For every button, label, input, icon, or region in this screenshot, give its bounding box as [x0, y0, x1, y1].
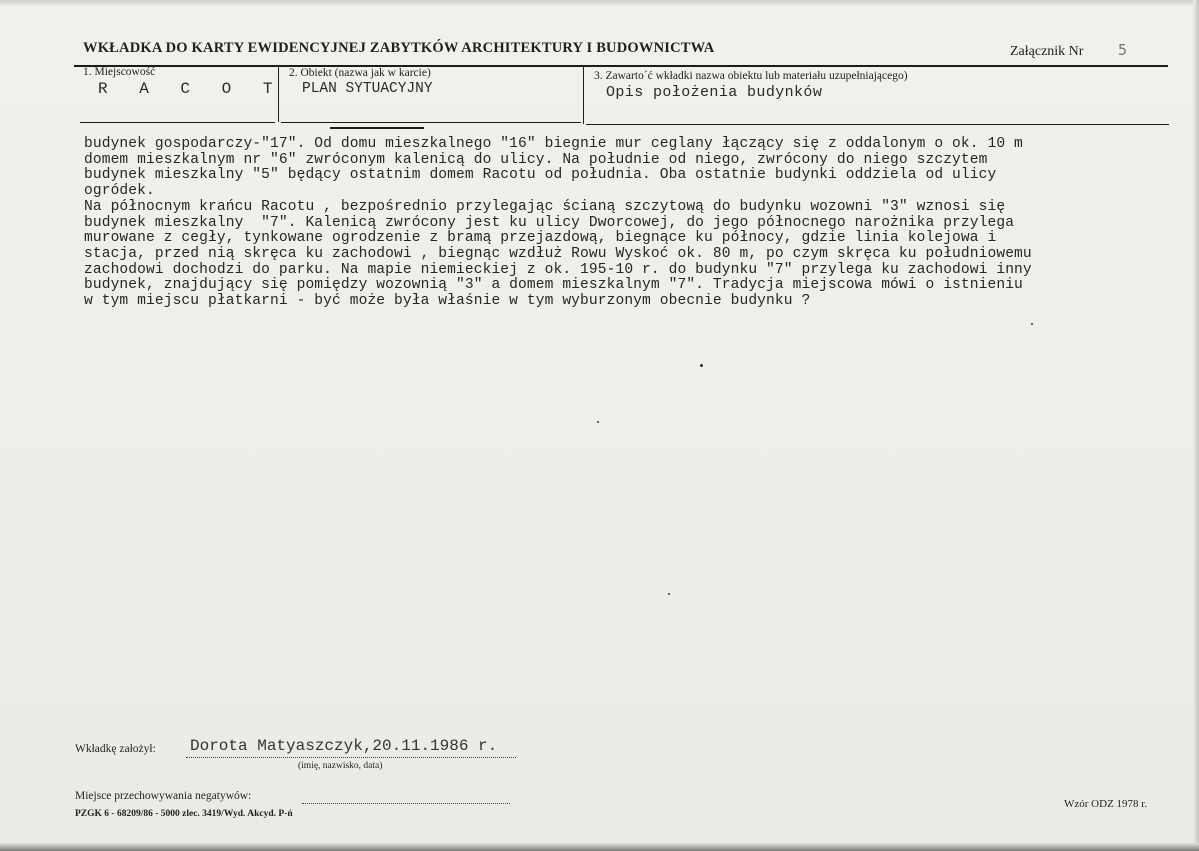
scan-speck — [668, 593, 670, 595]
field-1-value: R A C O T — [98, 80, 284, 98]
scan-speck — [1031, 323, 1033, 325]
print-code: PZGK 6 - 68209/86 - 5000 zlec. 3419/Wyd. Akcyd. P-ń — [75, 809, 293, 819]
field-2-label: 2. Obiekt (nazwa jak w karcie) — [289, 67, 431, 79]
header-rule-top — [74, 65, 1168, 67]
body-line: Na północnym krańcu Racotu , bezpośrednio przylegając ścianą szczytową do budynku wozowni "3" wznosi się — [84, 198, 1006, 215]
scan-speck — [597, 421, 599, 423]
form-model: Wzór ODZ 1978 r. — [1064, 798, 1148, 810]
header-rule-mark — [330, 127, 424, 129]
body-line: murowane z cegły, tynkowane ogrodzenie z bramą przejazdową, biegnące ku północy, gdzie linia kolejowa i — [84, 230, 997, 247]
founder-value: Dorota Matyaszczyk,20.11.1986 r. — [190, 737, 498, 755]
body-line: budynek mieszkalny "7". Kalenicą zwrócony jest ku ulicy Dworcowej, do jego północnego narożnika przylega — [84, 214, 1015, 231]
founder-hint: (imię, nazwisko, data) — [298, 761, 383, 771]
scan-edge-right — [1193, 0, 1199, 851]
scan-speck — [700, 364, 703, 367]
body-line: budynek mieszkalny "5" będący ostatnim domem Racotu od południa. Oba ostatnie budynki oddziela od ulicy — [84, 167, 997, 184]
form-title: WKŁADKA DO KARTY EWIDENCYJNEJ ZABYTKÓW ARCHITEKTURY I BUDOWNICTWA — [83, 40, 715, 56]
body-line: domem mieszkalnym nr "6" zwróconym kalenicą do ulicy. Na południe od niego, zwrócony do niego szczytem — [84, 151, 988, 168]
body-line: zachodowi dochodzi do parku. Na mapie niemieckiej z ok. 195-10 r. do budynku "7" przylega ku zachodowi inny — [84, 261, 1032, 278]
field-2-value: PLAN SYTUACYJNY — [302, 81, 433, 97]
field-2-underline — [281, 122, 581, 123]
founder-label: Wkładkę założył: — [75, 743, 156, 755]
body-line: stacja, przed nią skręca ku zachodowi , biegnąc wzdłuż Rowu Wyskoć ok. 80 m, po czym skręca ku południowemu — [84, 245, 1032, 262]
field-1-label: 1. Miejscowość — [83, 66, 156, 78]
body-line: budynek, znajdujący się pomiędzy wozownią "3" a domem mieszkalnym "7". Tradycja miejscowa mówi o istnieniu — [84, 277, 1023, 294]
field-3-underline — [586, 124, 1169, 125]
field-divider-2 — [583, 67, 584, 124]
storage-label: Miejsce przechowywania negatywów: — [75, 790, 252, 802]
body-line: w tym miejscu płatkarni - być może była właśnie w tym wyburzonym obecnie budynku ? — [84, 293, 811, 310]
body-line: ogródek. — [84, 183, 155, 200]
annex-number: 5 — [1118, 41, 1128, 59]
annex-label: Załącznik Nr — [1010, 44, 1084, 59]
body-line: budynek gospodarczy-"17". Od domu mieszkalnego "16" biegnie mur ceglany łączący się z oddalonym o ok. 10 m — [84, 136, 1023, 152]
founder-dotted-line — [186, 757, 516, 758]
description-body — [84, 137, 1189, 310]
field-3-label: 3. Zawarto´ć wkładki nazwa obiektu lub materiału uzupełniającego) — [594, 70, 908, 82]
field-3-value: Opis położenia budynków — [606, 84, 823, 101]
storage-dotted-line — [302, 803, 510, 804]
field-1-underline — [80, 122, 275, 123]
scan-edge-bottom — [0, 843, 1199, 851]
scan-edge-top — [0, 0, 1199, 6]
